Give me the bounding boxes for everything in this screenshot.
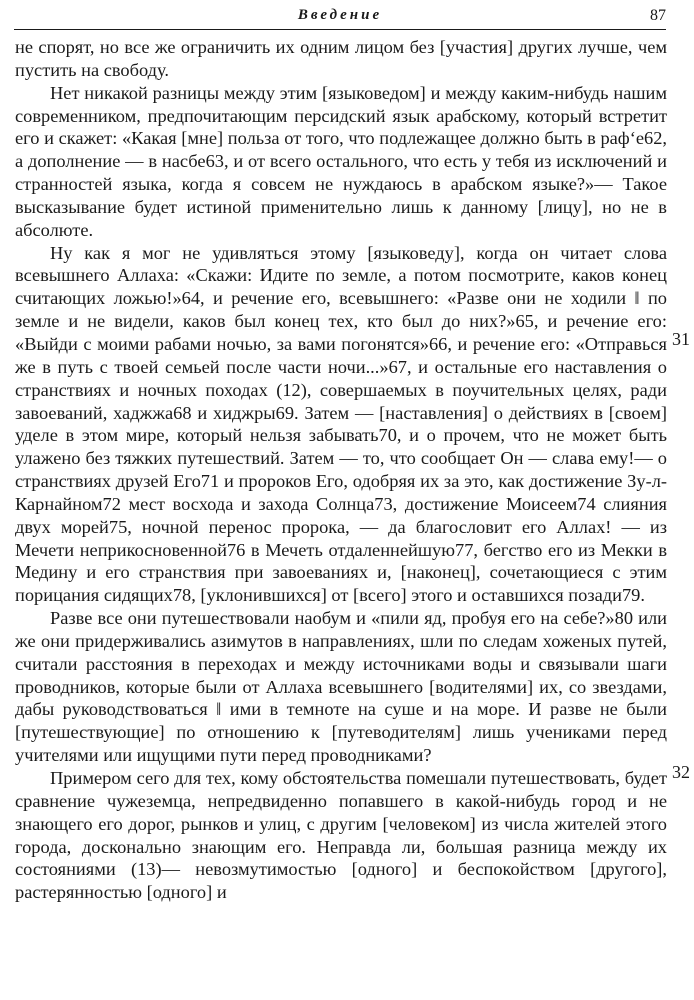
body-text	[15, 36, 667, 904]
page-number: 87	[650, 7, 666, 24]
paragraph-2: Нет никакой разницы между этим [языковедом] и между каким-нибудь нашим современником, предпочитающим персидский язык арабскому, который встретит его и скажет: «Какая [мне] польза от того, что подлежащее должно быть в раф‘е62, а дополнение — в насбе63, и от всего остального, что есть у тебя из исключений и странностей языка, когда я совсем не нуждаюсь в арабском языке?»— Такое высказывание будет истиной применительно лишь к данному [лицу], но не в абсолюте.	[15, 82, 667, 240]
running-head	[14, 6, 666, 28]
paragraph-4: Разве все они путешествовали наобум и «пили яд, пробуя его на себе?»80 или же они придерживались азимутов в направлениях, шли по следам хоженых путей, считали расстояния в переходах и между источниками воды и связывали шаги проводников, которые были от Аллаха всевышнего [водителями] их, со звездами, дабы руководствоваться ‖ ими в темноте на суше и на море. И разве не были [путешествующие] по отношению к [путеводителям] лишь учениками перед учителями или ищущими пути перед проводниками?	[15, 608, 667, 766]
margin-folio-number-32: 32	[672, 762, 690, 782]
paragraph-1: не спорят, но все же ограничить их одним лицом без [участия] других лучше, чем пустить на свободу.	[15, 37, 667, 80]
running-title: Введение	[297, 7, 383, 23]
paragraph-5: Примером сего для тех, кому обстоятельства помешали путешествовать, будет сравнение чужеземца, непредвиденно попавшего в какой-нибудь город и не знающего его дорог, рынков и улиц, с другим [человеком] из числа жителей этого города, досконально знающим его. Неправда ли, большая разница между их состояниями (13)— невозмутимостью [одного] и беспокойством [другого], растерянностью [одного] и	[15, 768, 667, 903]
margin-folio-number-31: 31	[672, 329, 690, 349]
paragraph-3: Ну как я мог не удивляться этому [языковеду], когда он читает слова всевышнего Аллаха: «Скажи: Идите по земле, а потом посмотрите, каков конец считающих ложью!»64, и речение его, всевышнего: «Разве они не ходили ‖ по земле и не видели, каков был конец тех, кто был до них?»65, и речение его: «Выйди с моими рабами ночью, за вами погонятся»66, и речение его: «Отправься же в путь с твоей семьей после части ночи...»67, и остальные его наставления о странствиях и ночных походах (12), совершаемых в поучительных целях, ради завоеваний, хаджжа68 и хиджры69. Затем — [наставления] о действиях в [своем] уделе в этом мире, который нельзя забывать70, и о прочем, что не может быть улажено без тяжких путешествий. Затем — то, что сообщает Он — слава ему!— о странствиях друзей Его71 и пророков Его, одобряя их за это, как достижение Зу-л-Карнайном72 мест восхода и захода Солнца73, достижение Моисеем74 слияния двух морей75, ночной перенос пророка, — да благословит его Аллах! — из Мечети неприкосновенной76 в Мечеть отдаленнейшую77, бегство его из Мекки в Медину и его странствия при завоеваниях и, [наконец], сочетающиеся с этим порицания сидящих78, [уклонившихся] от [всего] этого и оставшихся позади79.	[15, 242, 667, 606]
header-rule	[14, 29, 666, 30]
